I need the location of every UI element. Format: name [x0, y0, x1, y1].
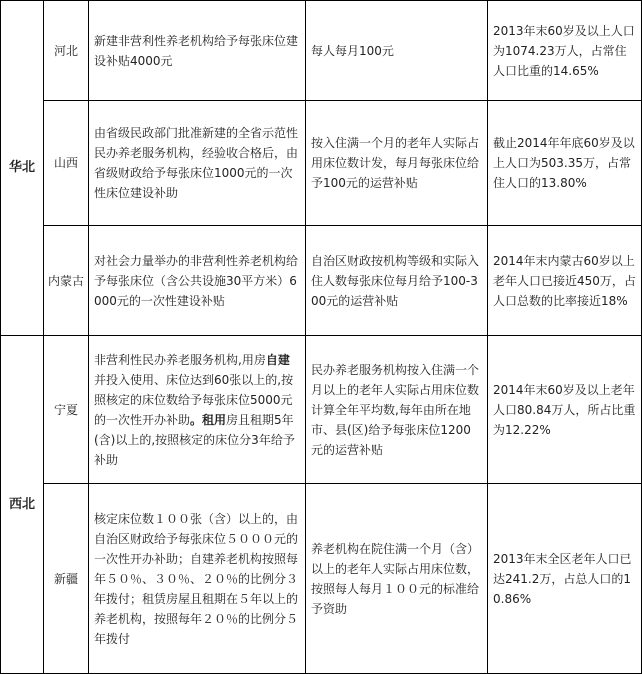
table-row: [1, 1, 642, 101]
province-cell: 新疆: [44, 484, 89, 674]
policy-emphasis: 。租用: [190, 412, 227, 427]
population-cell: 2013年末全区老年人口已达241.2万，占总人口的10.86%: [488, 484, 642, 674]
province-cell: 山西: [44, 101, 89, 226]
construction-subsidy-cell: [89, 336, 306, 484]
table-row: [1, 101, 642, 226]
operation-subsidy-cell: 自治区财政按机构等级和实际入住人数每张床位每月给予100-300元的运营补贴: [306, 226, 488, 336]
province-cell: 河北: [44, 1, 89, 101]
construction-subsidy-cell: 核定床位数１００张（含）以上的，由自治区财政给予每张床位５０００元的一次性开办补助；自建养老机构按照每年５０％、３０％、２０％的比例分３年拨付；租赁房屋且租期在５年以上的养老机构，按照每年２０％的比例分５年拨付: [89, 484, 306, 674]
operation-subsidy-cell: 养老机构在院住满一个月（含）以上的老年人实际占用床位数，按照每人每月１００元的标准给予资助: [306, 484, 488, 674]
region-cell: 西北: [1, 336, 44, 674]
construction-subsidy-cell: 新建非营利性养老机构给予每张床位建设补贴4000元: [89, 1, 306, 101]
operation-subsidy-cell: 每人每月100元: [306, 1, 488, 101]
construction-subsidy-cell: 对社会力量举办的非营利性养老机构给予每张床位（含公共设施30平方米）6000元的一次性建设补贴: [89, 226, 306, 336]
table-row: [1, 336, 642, 484]
population-cell: 2013年末60岁及以上人口为1074.23万人，占常住人口比重的14.65%: [488, 1, 642, 101]
province-cell: 宁夏: [44, 336, 89, 484]
policy-emphasis: 自建: [265, 352, 290, 367]
population-cell: 2014年末内蒙古60岁以上老年人口已接近450万，占人口总数的比率接近18%: [488, 226, 642, 336]
construction-subsidy-cell: 由省级民政部门批准新建的全省示范性民办养老服务机构，经验收合格后，由省级财政给予每张床位1000元的一次性床位建设补助: [89, 101, 306, 226]
table-row: [1, 484, 642, 674]
region-cell: 华北: [1, 1, 44, 336]
population-cell: 2014年末60岁及以上老年人口80.84万人，所占比重为12.22%: [488, 336, 642, 484]
table-row: [1, 226, 642, 336]
operation-subsidy-cell: 按入住满一个月的老年人实际占用床位数计发，每月每张床位给予100元的运营补贴: [306, 101, 488, 226]
province-cell: 内蒙古: [44, 226, 89, 336]
policy-text: 并投入使用、床位达到60张以上的,按照核定的床位数给予每张床位5000元的一次性开办补助: [94, 372, 294, 427]
policy-text: 非营利性民办养老服务机构,用房: [94, 352, 266, 367]
operation-subsidy-cell: 民办养老服务机构按入住满一个月以上的老年人实际占用床位数计算全年平均数,每年由所在地市、县(区)给予每张床位1200元的运营补贴: [306, 336, 488, 484]
population-cell: 截止2014年年底60岁及以上人口为503.35万，占常住人口的13.80%: [488, 101, 642, 226]
policy-text: 房且租期5年(含)以上的,按照核定的床位分3年给予补助: [94, 412, 295, 467]
